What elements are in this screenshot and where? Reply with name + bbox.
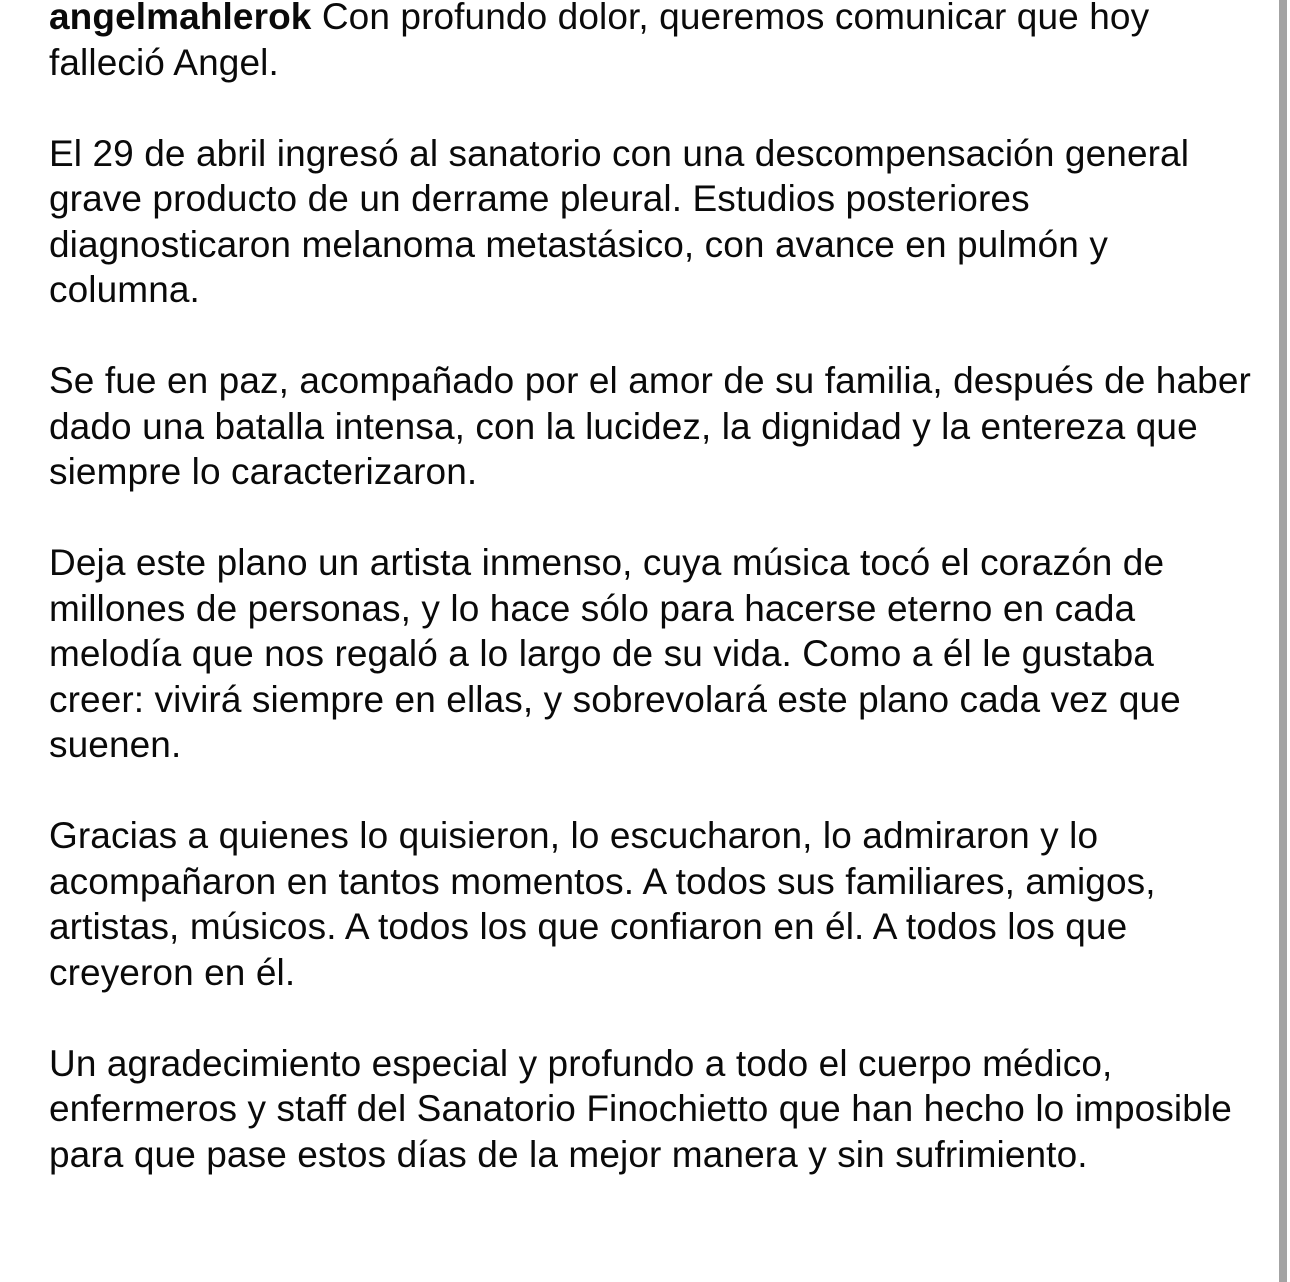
caption-paragraph-6: Un agradecimiento especial y profundo a todo el cuerpo médico, enfermeros y staff del Sanatorio Finochietto que han hecho lo imposible para que pase estos días de la mejor manera y sin sufrimiento. (49, 1042, 1232, 1175)
caption-paragraph-1 (49, 0, 1254, 85)
caption-paragraph-3: Se fue en paz, acompañado por el amor de su familia, después de haber dado una batalla intensa, con la lucidez, la dignidad y la entereza que siempre lo caracterizaron. (49, 360, 1251, 492)
caption-paragraph-5: Gracias a quienes lo quisieron, lo escucharon, lo admiraron y lo acompañaron en tantos momentos. A todos sus familiares, amigos, artistas, músicos. A todos los que confiaron en él. A todos los que creyeron en él. (49, 815, 1156, 993)
caption-paragraph-2: El 29 de abril ingresó al sanatorio con una descompensación general grave producto de un derrame pleural. Estudios posteriores diagnosticaron melanoma metastásico, con avance en pulmón y columna. (49, 132, 1190, 310)
caption-text: Con profundo dolor, queremos comunicar que hoy falleció Angel. (49, 0, 1150, 83)
username-link[interactable]: angelmahlerok (49, 0, 312, 37)
caption-paragraph-4: Deja este plano un artista inmenso, cuya música tocó el corazón de millones de personas, y lo hace sólo para hacerse eterno en cada melodía que nos regaló a lo largo de su vida. Como a él le gustaba creer: vivirá siempre en ellas, y sobrevolará este plano cada vez que suenen. (49, 542, 1181, 765)
scrollbar[interactable] (1271, 0, 1290, 1282)
post-caption (49, 0, 1254, 1223)
scrollbar-thumb[interactable] (1279, 0, 1287, 1282)
